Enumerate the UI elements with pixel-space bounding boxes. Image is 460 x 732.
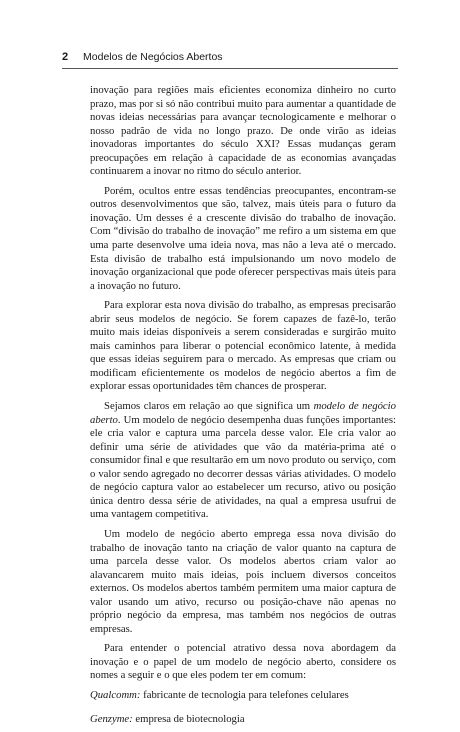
- running-header: [62, 50, 398, 64]
- company-description: fabricante de tecnologia para telefones celulares: [143, 688, 349, 701]
- page-number: 2: [62, 51, 69, 63]
- paragraph-text: Sejamos claros em relação ao que significa um: [104, 400, 314, 413]
- body-text: [90, 84, 396, 732]
- company-entry: [90, 713, 396, 727]
- paragraph: Para entender o potencial atrativo dessa nova abordagem da inovação e o papel de um modelo de negócio aberto, considere os nomes a seguir e o que eles podem ter em comum:: [90, 642, 396, 682]
- emphasized-term: modelo de negócio aberto: [90, 400, 396, 426]
- company-description: empresa de biotecnologia: [135, 712, 245, 725]
- company-name: Qualcomm:: [90, 688, 141, 701]
- paragraph: inovação para regiões mais eficientes economiza dinheiro no curto prazo, mas por si só não contribui muito para aumentar a quantidade de novas ideias necessárias para avançar tecnologicamente e melhorar o nosso padrão de vida no longo prazo. De onde virão as ideias inovadoras importantes do século XXI? Essas mudanças geram preocupações em relação à capacidade de as economias avançadas continuarem a inovar no ritmo do século anterior.: [90, 84, 396, 178]
- paragraph: Para explorar esta nova divisão do trabalho, as empresas precisarão abrir seus modelos de negócio. Se forem capazes de fazê-lo, terão muito mais ideias disponíveis a serem consideradas e surgirão muito mais caminhos para liberar o potencial econômico latente, à medida que essas ideias seguirem para o mercado. As empresas que criam ou modificam eficientemente os modelos de negócio abertos a fim de explorar essas oportunidades têm chances de prosperar.: [90, 299, 396, 393]
- company-entry: [90, 689, 396, 703]
- header-rule: [62, 68, 398, 69]
- paragraph: Um modelo de negócio aberto emprega essa nova divisão do trabalho de inovação tanto na criação de valor quanto na captura de uma parcela desse valor. Os modelos abertos criam valor ao alavancarem muito mais ideias, pois incluem diversos conceitos externos. Os modelos abertos também permitem uma maior captura de valor usando um ativo, recurso ou posição-chave não apenas no próprio negócio da empresa, mas também nos negócios de outras empresas.: [90, 527, 396, 635]
- paragraph-text: . Um modelo de negócio desempenha duas funções importantes: ele cria valor e captura uma parcela desse valor. Ele cria valor ao definir uma série de atividades que vão da matéria-prima até o consumidor final e que resultarão em um novo produto ou serviço, com o valor sendo agregado no decorrer dessas várias atividades. O modelo de negócio captura valor ao estabelecer um recurso, ativo ou posição única dentro dessa série de atividades, na qual a empresa usufrui de uma vantagem competitiva.: [90, 413, 396, 521]
- running-title: Modelos de Negócios Abertos: [83, 51, 223, 63]
- company-name: Genzyme:: [90, 712, 133, 725]
- paragraph: Porém, ocultos entre essas tendências preocupantes, encontram-se outros desenvolvimentos que são, talvez, mais úteis para o futuro da inovação. Um desses é a crescente divisão do trabalho de inovação. Com “divisão do trabalho de inovação” me refiro a um sistema em que uma parte desenvolve uma ideia nova, mas não a leva até o mercado. Esta divisão de trabalho está impulsionando um novo modelo de inovação organizacional que pode oferecer perspectivas mais úteis para a inovação no futuro.: [90, 184, 396, 292]
- paragraph: [90, 400, 396, 522]
